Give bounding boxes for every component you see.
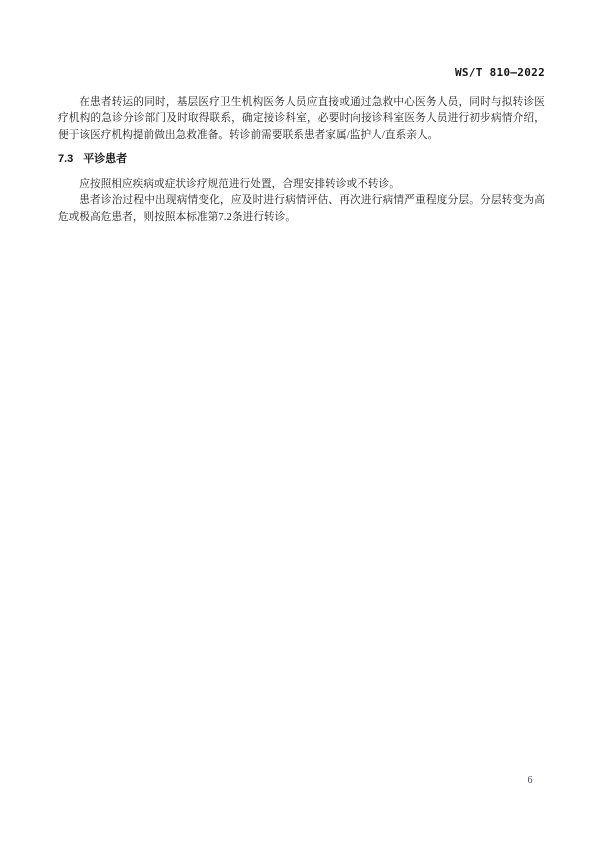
section-heading [58, 151, 545, 167]
text-line: 便于该医疗机构提前做出急救准备。转诊前需要联系患者家属/监护人/直系亲人。 [58, 129, 439, 141]
paragraph-condition-change [58, 193, 545, 226]
text-line: 危或极高危患者，则按照本标准第7.2条进行转诊。 [58, 211, 297, 223]
section-number: 7.3 [58, 152, 74, 165]
paragraph-disposal [58, 177, 545, 193]
document-body [58, 95, 545, 226]
section-title: 平诊患者 [83, 152, 128, 165]
text-line: 应按照相应疾病或症状诊疗规范进行处置，合理安排转诊或不转诊。 [79, 179, 400, 191]
text-line: 疗机构的急诊分诊部门及时取得联系，确定接诊科室，必要时向接诊科室医务人员进行初步病情介绍， [58, 113, 545, 125]
text-line: 患者诊治过程中出现病情变化，应及时进行病情评估、再次进行病情严重程度分层。分层转变为高 [79, 195, 545, 207]
text-line: 在患者转运的同时，基层医疗卫生机构医务人员应直接或通过急救中心医务人员，同时与拟转诊医 [79, 97, 545, 108]
page-number: 6 [527, 775, 533, 786]
paragraph-transfer [58, 95, 545, 144]
document-code-header: WS/T 810—2022 [455, 66, 545, 79]
